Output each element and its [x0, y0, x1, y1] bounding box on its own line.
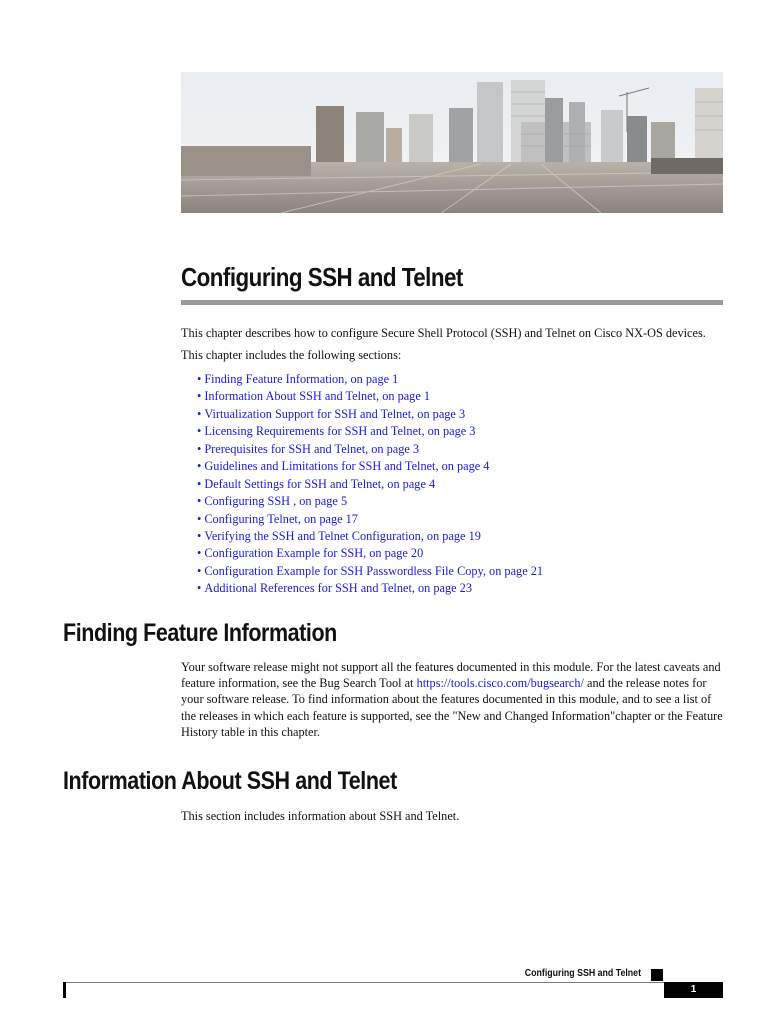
toc-link-default-settings[interactable]: Default Settings for SSH and Telnet, on page 4 — [204, 476, 436, 491]
list-item: • Licensing Requirements for SSH and Telnet, on page 3 — [197, 424, 476, 439]
toc-link-configuring-telnet[interactable]: Configuring Telnet, on page 17 — [204, 511, 358, 526]
toc-link-prerequisites[interactable]: Prerequisites for SSH and Telnet, on page 3 — [204, 441, 420, 456]
footer-chapter-title: Configuring SSH and Telnet — [524, 968, 641, 979]
toc-link-configuring-ssh[interactable]: Configuring SSH , on page 5 — [204, 494, 348, 509]
chapter-title: Configuring SSH and Telnet — [181, 262, 463, 292]
finding-feature-information-paragraph — [181, 659, 726, 740]
section-link-list — [197, 371, 543, 598]
toc-link-verifying-configuration[interactable]: Verifying the SSH and Telnet Configuration, on page 19 — [204, 528, 481, 543]
toc-link-finding-feature-information[interactable]: Finding Feature Information, on page 1 — [204, 372, 399, 386]
list-item: • Finding Feature Information, on page 1 — [197, 372, 399, 386]
toc-link-configuration-example-passwordless[interactable]: Configuration Example for SSH Passwordless File Copy, on page 21 — [204, 563, 544, 578]
chapter-banner-image — [181, 72, 723, 213]
footer-tick — [63, 982, 66, 998]
section-heading-finding-feature-information: Finding Feature Information — [63, 619, 337, 647]
section-heading-information-about-ssh-telnet: Information About SSH and Telnet — [63, 767, 397, 795]
list-item: • Default Settings for SSH and Telnet, on page 4 — [197, 476, 436, 491]
information-about-ssh-telnet-paragraph: This section includes information about SSH and Telnet. — [181, 809, 460, 823]
list-item: • Configuring Telnet, on page 17 — [197, 511, 358, 526]
list-item: • Configuring SSH , on page 5 — [197, 494, 348, 509]
list-item: • Guidelines and Limitations for SSH and Telnet, on page 4 — [197, 459, 490, 474]
toc-link-licensing-requirements[interactable]: Licensing Requirements for SSH and Telnet, on page 3 — [204, 424, 476, 439]
bug-search-tool-link[interactable]: https://tools.cisco.com/bugsearch/ — [416, 676, 584, 691]
list-item: • Configuration Example for SSH, on page 20 — [197, 546, 424, 561]
list-item: • Prerequisites for SSH and Telnet, on page 3 — [197, 441, 420, 456]
sections-intro: This chapter includes the following sections: — [181, 348, 402, 362]
title-rule — [181, 300, 723, 305]
chapter-intro: This chapter describes how to configure Secure Shell Protocol (SSH) and Telnet on Cisco NX-OS devices. — [181, 326, 706, 340]
toc-link-configuration-example-ssh[interactable]: Configuration Example for SSH, on page 20 — [204, 546, 424, 561]
list-item: • Virtualization Support for SSH and Telnet, on page 3 — [197, 406, 466, 421]
toc-link-virtualization-support[interactable]: Virtualization Support for SSH and Telnet, on page 3 — [204, 406, 466, 421]
footer-marker — [651, 969, 663, 981]
list-item: • Information About SSH and Telnet, on page 1 — [197, 389, 431, 404]
page-number: 1 — [664, 982, 723, 998]
footer-rule — [63, 982, 664, 983]
list-item: • Configuration Example for SSH Passwordless File Copy, on page 21 — [197, 563, 544, 578]
toc-link-guidelines-limitations[interactable]: Guidelines and Limitations for SSH and Telnet, on page 4 — [204, 459, 490, 474]
paragraph-text: Your software release might not support all the features documented in this module. For the latest caveats and feature information, see the Bug Search Tool at — [181, 660, 721, 691]
list-item: • Verifying the SSH and Telnet Configuration, on page 19 — [197, 528, 481, 543]
toc-link-information-about-ssh-telnet[interactable]: Information About SSH and Telnet, on page 1 — [204, 389, 431, 404]
paragraph-text: and the release notes for your software release. To find information about the features documented in this module, and to see a list of the releases in which each feature is supported, see the "New and Changed Information"chapter or the Feature History table in this chapter. — [181, 676, 723, 739]
list-item: • Additional References for SSH and Telnet, on page 23 — [197, 581, 472, 596]
toc-link-additional-references[interactable]: Additional References for SSH and Telnet, on page 23 — [204, 581, 472, 596]
